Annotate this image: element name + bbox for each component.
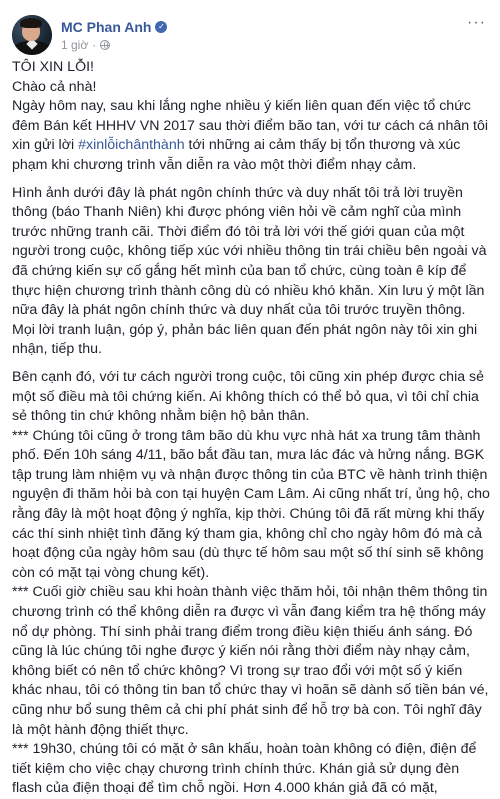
more-options-icon[interactable]: ··· [467, 14, 486, 31]
paragraph-context: Bên cạnh đó, với tư cách người trong cuộc, tôi cũng xin phép được chia sẻ một số điều mà tôi chứng kiến. Ai không thích có thể bỏ qua, vì tôi chỉ chia sẻ thông tin chứ không nhằm biện hộ bản thân. [12, 368, 485, 425]
post-body [12, 58, 492, 799]
paragraph-apology-text-end: tới những ai cảm thấy bị tổn thương và xúc phạm khi chương trình vẫn diễn ra vào một thời điểm nhạy cảm. [12, 137, 461, 173]
paragraph-evening: *** 19h30, chúng tôi có mặt ở sân khấu, hoàn toàn không có điện, điện để tiết kiệm cho việc chạy chương trình chính thức. Khán giả sử dụng đèn flash của điện thoại để tìm chỗ ngồi. Hơn 4.000 khán giả đã có mặt, [12, 741, 477, 797]
post-greeting: Chào cả nhà! [12, 78, 97, 95]
paragraph-afternoon: *** Cuối giờ chiều sau khi hoàn thành việc thăm hỏi, tôi nhận thêm thông tin chương trình có thể không diễn ra được vì vẫn đang kiểm tra hệ thống máy nổ dự phòng. Thí sinh phải trang điểm trong điều kiện thiếu ánh sáng. Đó cũng là lúc chúng tôi nghe được ý kiến nói rằng thời điểm này nhạy cảm, không biết có nên tổ chức không? Vì trong sự trao đổi với một số ý kiến khác nhau, tôi có thông tin ban tổ chức thay vì hoãn sẽ dành số tiền bán vé, cũng như bổ sung thêm cả chi phí phát sinh để hỗ trợ bà con. Tôi nghĩ đây là một hành động thiết thực. [12, 584, 489, 738]
verified-badge-icon: ✓ [155, 21, 167, 33]
post-meta [61, 19, 167, 52]
post-header [12, 12, 167, 58]
separator-dot: · [92, 37, 97, 52]
paragraph-apology [12, 97, 492, 175]
post-heading: TÔI XIN LỖI! [12, 59, 94, 75]
author-name[interactable]: MC Phan Anh [61, 18, 152, 35]
paragraph-apology-text: Ngày hôm nay, sau khi lắng nghe nhiều ý kiến liên quan đến việc tổ chức đêm Bán kết HHHV VN 2017 sau thời điểm bão tan, với tư cách cá nhân tôi xin gửi lời [12, 98, 489, 154]
post-timestamp[interactable]: 1 giờ [61, 37, 89, 52]
paragraph-storm: *** Chúng tôi cũng ở trong tâm bão dù khu vực nhà hát xa trung tâm thành phố. Đến 10h sáng 4/11, bão bắt đầu tan, mưa lác đác và hửng nắng. BGK tập trung làm nhiệm vụ và nhận được thông tin của BTC về hành trình thiện nguyện đi thăm hỏi bà con tại huyện Cam Lâm. Ai cũng nhất trí, ủng hộ, cho rằng đây là một hoạt động ý nghĩa, kịp thời. Chúng tôi đã rất mừng khi thấy các thí sinh nhiệt tình đăng ký tham gia, không chỉ cho ngày hôm đó mà cả hoạt động của ngày hôm sau (dù thực tế hôm sau một số thí sinh sẽ không còn có mặt tại vòng chung kết). [12, 427, 490, 581]
hashtag-link[interactable]: #xinlỗichânthành [78, 137, 185, 154]
avatar[interactable] [12, 15, 52, 55]
paragraph-statement: Hình ảnh dưới đây là phát ngôn chính thức và duy nhất tôi trả lời truyền thông (báo Thanh Niên) khi được phóng viên hỏi về cảm nghĩ của mình trước những tranh cãi. Thời điểm đó tôi trả lời với thế giới quan của một người trong cuộc, không tiếp xúc với nhiều thông tin trái chiều bên ngoài và đã chứng kiến sự cố gắng hết mình của ban tổ chức, cùng toàn ê kíp để thực hiện chương trình thành công dù có nhiều khó khăn. Xin lưu ý một lần nữa đây là phát ngôn chính thức và duy nhất của tôi trước truyền thông. Mọi lời tranh luận, góp ý, phản bác liên quan đến phát ngôn này tôi xin ghi nhận, tiếp thu. [12, 184, 487, 358]
public-globe-icon[interactable] [100, 40, 110, 50]
